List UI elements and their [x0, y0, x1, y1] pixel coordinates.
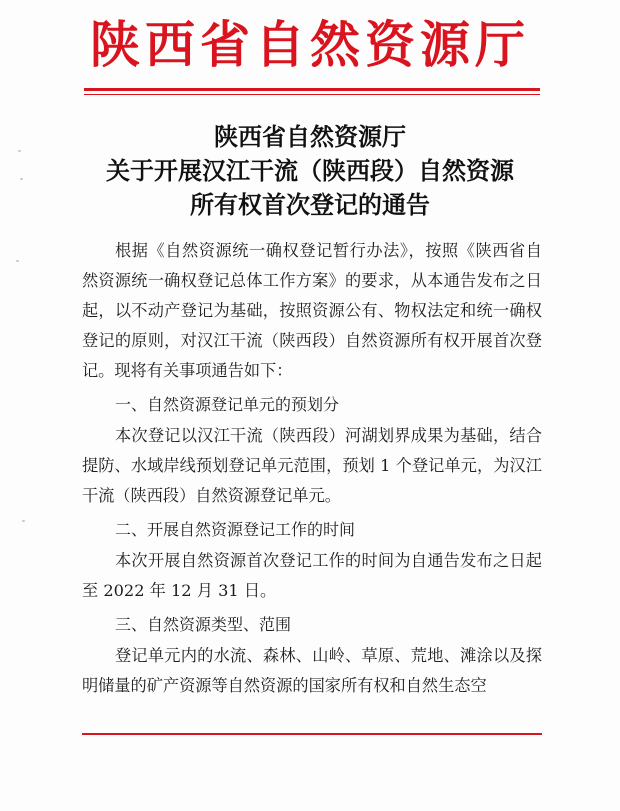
- section-1-paragraph: 本次登记以汉江干流（陕西段）河湖划界成果为基础，结合提防、水域岸线预划登记单元范围，预划 1 个登记单元，为汉江干流（陕西段）自然资源登记单元。: [82, 426, 542, 505]
- intro-paragraph: 根据《自然资源统一确权登记暂行办法》，按照《陕西省自然资源统一确权登记总体工作方案》的要求，从本通告发布之日起，以不动产登记为基础，按照资源公有、物权法定和统一确权登记的原则，对汉江干流（陕西段）自然资源所有权开展首次登记。现将有关事项通告如下：: [82, 241, 542, 380]
- section-3-paragraph: 登记单元内的水流、森林、山岭、草原、荒地、滩涂以及探明储量的矿产资源等自然资源的国家所有权和自然生态空: [82, 646, 542, 695]
- title-line-1: 陕西省自然资源厅: [214, 122, 406, 151]
- section-3-heading: 三、自然资源类型、范围: [115, 615, 292, 634]
- letterhead-red-rule-thick: [84, 88, 540, 91]
- letterhead-masthead: 陕西省自然资源厅: [90, 15, 530, 74]
- section-2-heading: 二、开展自然资源登记工作的时间: [115, 520, 356, 539]
- letterhead-red-rule-thin: [84, 94, 540, 95]
- scan-speck: [22, 520, 25, 522]
- footer-red-rule: [82, 733, 542, 735]
- section-1-heading: 一、自然资源登记单元的预划分: [115, 395, 340, 414]
- section-2-paragraph: 本次开展自然资源首次登记工作的时间为自通告发布之日起至 2022 年 12 月 31 日。: [82, 551, 542, 600]
- title-line-2: 关于开展汉江干流（陕西段）自然资源: [106, 156, 514, 185]
- notice-title: [0, 120, 620, 222]
- title-line-3: 所有权首次登记的通告: [190, 190, 430, 219]
- scan-speck: [16, 260, 19, 262]
- notice-body: [82, 236, 542, 701]
